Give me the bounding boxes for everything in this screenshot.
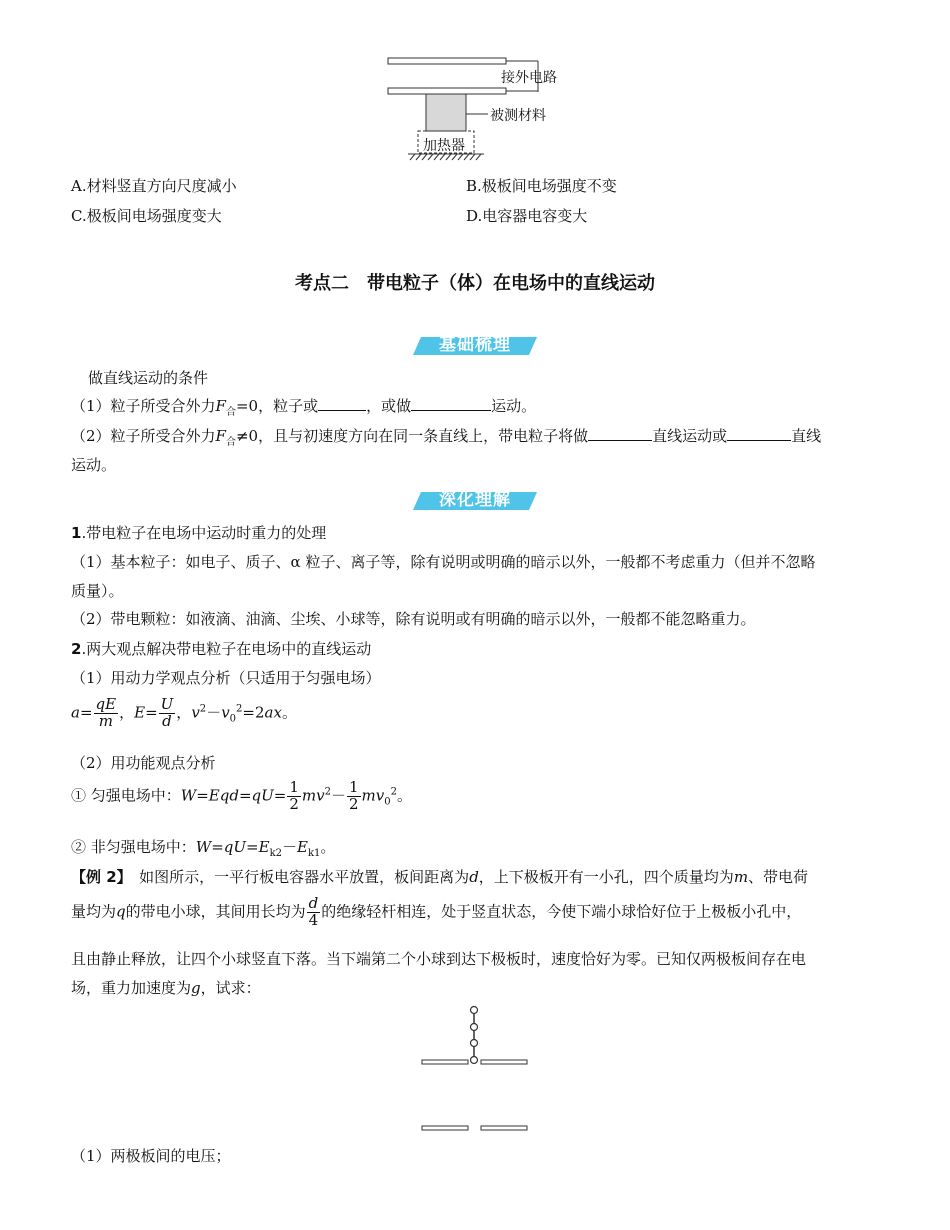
label-external-circuit: 接外电路	[501, 70, 557, 86]
heading-1: 1.带电粒子在电场中运动时重力的处理	[71, 524, 327, 542]
para-3: （1）用动力学观点分析（只适用于匀强电场）	[71, 669, 381, 687]
equation-dynamics: a= $\frac{qE}{m}$ ，E= $\frac{U}{d}$ ，$v^2-v_0^2=2ax$。	[71, 695, 297, 730]
ball	[471, 1007, 478, 1014]
para-2: （2）带电颗粒：如液滴、油滴、尘埃、小球等，除有说明或有明确的暗示以外，一般都不能忽略重力。	[71, 610, 756, 628]
top-plate	[388, 58, 506, 64]
blank[interactable]	[727, 426, 791, 441]
conditions-heading: 做直线运动的条件	[88, 369, 209, 387]
balls-capacitor-figure	[418, 1000, 534, 1136]
blank[interactable]	[588, 426, 652, 441]
section-title: 考点二 带电粒子（体）在电场中的直线运动	[295, 273, 655, 294]
example-line-1: 【例 2】 如图所示，一平行板电容器水平放置，板间距离为d，上下极板开有一小孔，四个质量均为m、带电荷	[71, 868, 809, 886]
ball	[471, 1024, 478, 1031]
banner-deep-label: 深化理解	[439, 490, 511, 510]
para-1a: （1）基本粒子：如电子、质子、α 粒子、离子等，除有说明或明确的暗示以外，一般都不考虑重力（但并不忽略	[71, 553, 816, 571]
upper-plate-right	[481, 1060, 527, 1064]
example-line-2: 量均为q的带电小球，其间用长均为 $\frac{d}{4}$ 的绝缘轻杆相连，处于竖直状态，今使下端小球恰好位于上极板小孔中，	[71, 894, 802, 929]
option-a: A.材料竖直方向尺度减小	[71, 177, 237, 195]
banner-basic	[413, 333, 537, 357]
heading-2: 2.两大观点解决带电粒子在电场中的直线运动	[71, 640, 372, 658]
option-b: B.极板间电场强度不变	[466, 177, 617, 195]
ball	[471, 1040, 478, 1047]
label-heater: 加热器	[423, 138, 465, 154]
banner-basic-label: 基础梳理	[439, 335, 511, 355]
para-4: （2）用功能观点分析	[71, 754, 216, 772]
ball	[471, 1057, 478, 1064]
label-material: 被测材料	[490, 108, 546, 124]
condition-2: （2）粒子所受合外力$F_合\ne 0$，且与初速度方向在同一条直线上，带电粒子将做 直线运动或 直线	[71, 427, 822, 448]
equation-energy-nonuniform: ② 非匀强电场中：$W=qU=E_{k2}-E_{k1}$。	[71, 838, 336, 859]
example-line-3: 且由静止释放，让四个小球竖直下落。当下端第二个小球到达下极板时，速度恰好为零。已知仅两极板间存在电	[71, 950, 807, 968]
bottom-plate	[388, 88, 506, 94]
banner-deep	[413, 488, 537, 512]
blank[interactable]	[318, 396, 366, 411]
upper-plate-left	[422, 1060, 468, 1064]
lower-plate-right	[481, 1126, 527, 1130]
example-line-4: 场，重力加速度为g，试求：	[71, 979, 261, 997]
equation-energy-uniform: ① 匀强电场中：W=Eqd=qU= $\frac{1}{2}$ $mv^2-$ $\frac{1}{2}$ $mv_0^2$。	[71, 778, 412, 813]
condition-2-cont: 运动。	[71, 456, 117, 474]
blank[interactable]	[411, 396, 491, 411]
para-1b: 质量）。	[71, 582, 124, 600]
option-d: D.电容器电容变大	[466, 207, 588, 225]
question-1: （1）两极板间的电压；	[71, 1147, 231, 1165]
material-block	[426, 94, 466, 131]
lower-plate-left	[422, 1126, 468, 1130]
option-c: C.极板间电场强度变大	[71, 207, 222, 225]
condition-1: （1）粒子所受合外力$F_合=0$，粒子或 ，或做 运动。	[71, 397, 537, 418]
